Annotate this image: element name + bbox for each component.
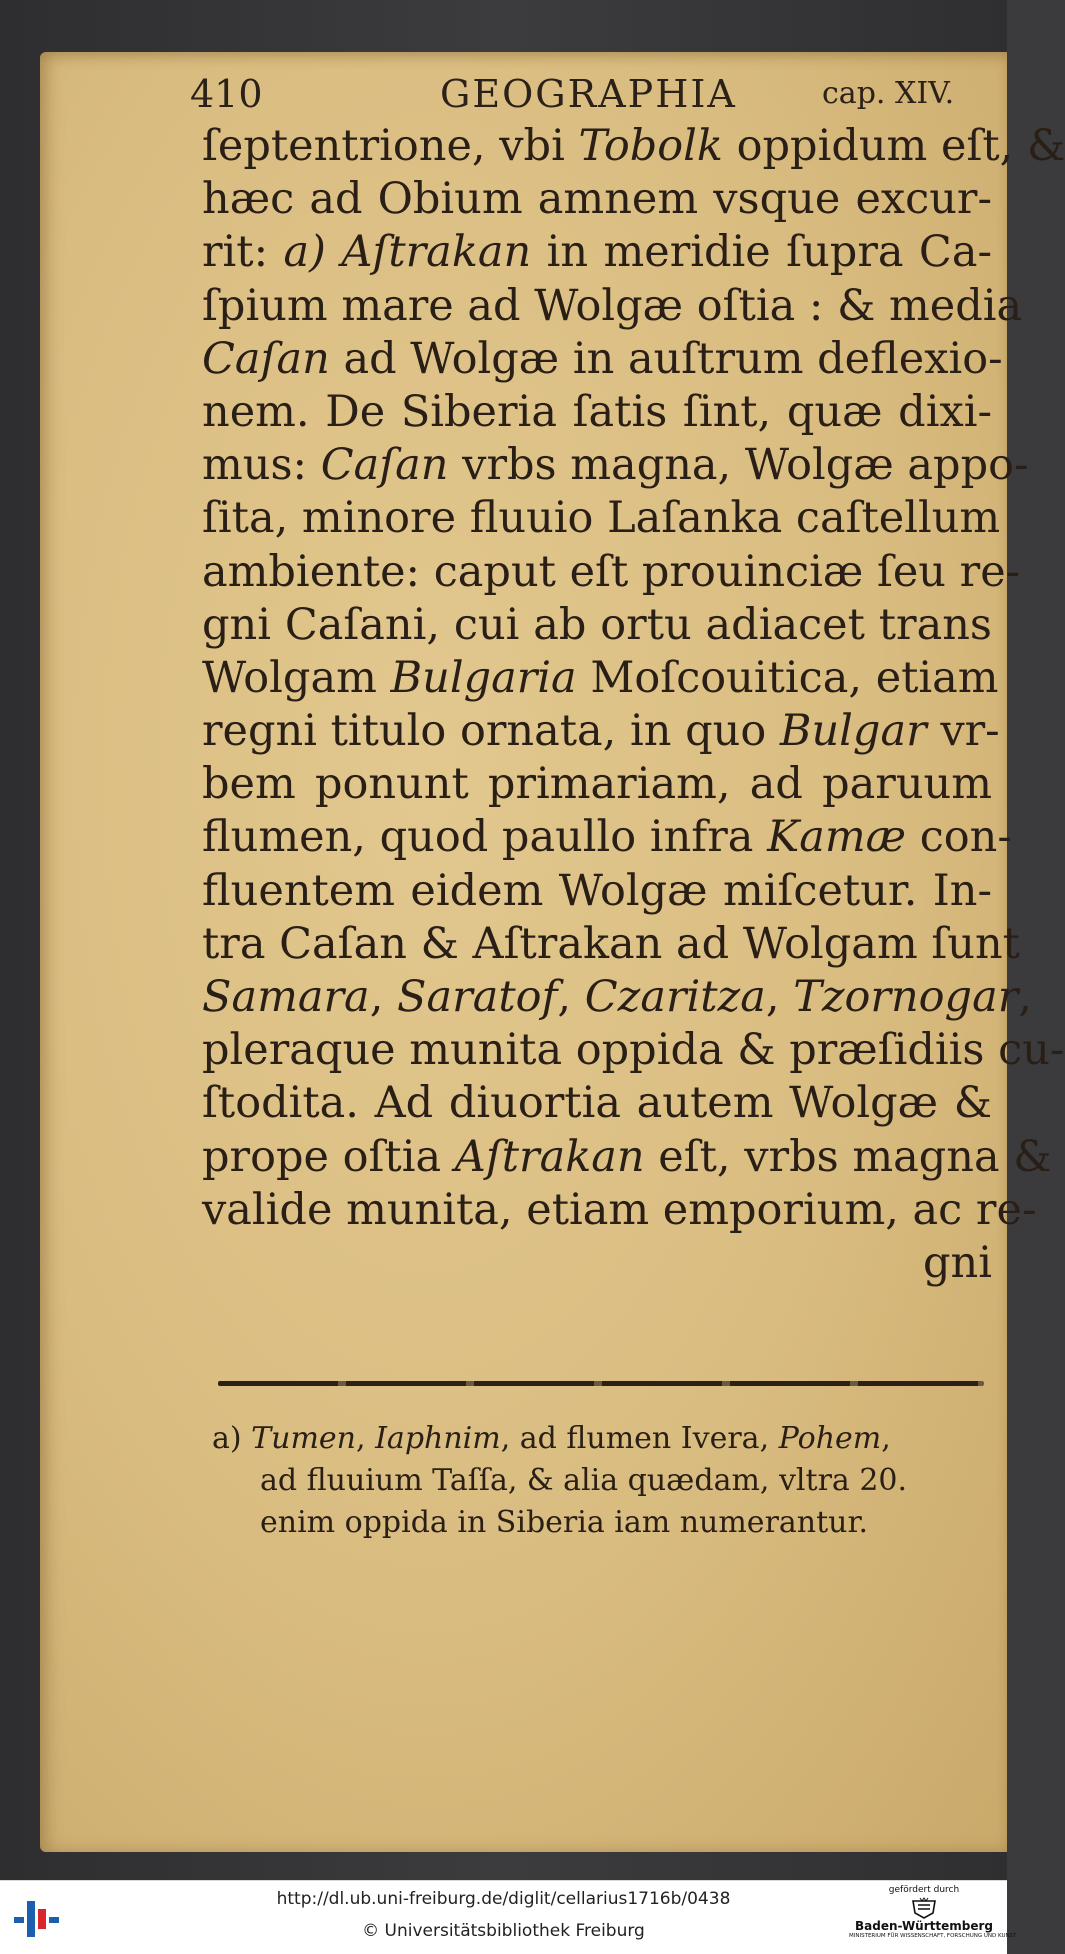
footnote-segment: Iaphnim [375, 1421, 501, 1456]
state-crest-icon [909, 1897, 939, 1919]
main-text [202, 120, 1065, 1290]
body-text-segment: rit: [202, 227, 284, 278]
body-text-line [202, 173, 992, 226]
footnote-segment: Tumen [251, 1421, 356, 1456]
body-text-segment: Bulgar [779, 706, 927, 757]
body-text-line [202, 705, 1000, 758]
body-text-segment: ad Wolgæ in auſtrum deflexio- [329, 333, 1003, 384]
body-text-segment: Moſcouitica, etiam [576, 652, 999, 703]
body-text-line [202, 1077, 992, 1130]
body-text-line [202, 918, 1020, 971]
body-text-segment: valide munita, etiam emporium, ac re- [202, 1184, 1037, 1235]
body-text-segment: Tzornogar [793, 972, 1019, 1022]
body-text-line [202, 1024, 1065, 1077]
running-title: GEOGRAPHIA [440, 72, 737, 116]
body-text-line [202, 811, 1012, 864]
body-text-segment: con- [906, 812, 1012, 863]
body-text-segment: Saratof [397, 972, 558, 1022]
body-text-segment: Kamæ [767, 812, 907, 863]
body-text-segment: vrbs magna, Wolgæ appo- [448, 440, 1029, 491]
body-text-line [202, 599, 992, 652]
body-text-segment: vr- [926, 706, 1000, 757]
body-text-segment: prope oſtia [202, 1131, 455, 1182]
body-text-segment: fluentem eidem Wolgæ miſcetur. In- [202, 865, 992, 916]
body-text-segment: mus: [202, 440, 321, 491]
body-text-line [202, 226, 992, 279]
page-header [190, 68, 980, 118]
body-text-line [202, 1131, 1052, 1184]
footnote-segment: enim oppida in Siberia iam numerantur. [260, 1505, 869, 1540]
body-text-segment: in meridie ſupra Ca- [531, 227, 993, 278]
body-text-segment: hæc ad Obium amnem vsque excur- [202, 174, 992, 225]
body-text-segment: Czaritza [584, 972, 766, 1022]
body-text-segment: nem. De Siberia ſatis ſint, quæ dixi- [202, 386, 992, 437]
footnote-segment: ad fluuium Taſſa, & alia quædam, vltra 20. [260, 1463, 908, 1498]
body-text-line [202, 333, 1003, 386]
body-text-segment: ſpium mare ad Wolgæ oſtia : & media [202, 280, 1023, 331]
body-text-segment: tra Caſan & Aſtrakan ad Wolgam ſunt [202, 918, 1020, 969]
chapter-label: cap. XIV. [822, 76, 955, 111]
body-text-segment: Aſtrakan [454, 1131, 645, 1182]
catchword: gni [923, 1237, 992, 1288]
footnote-line [212, 1502, 992, 1544]
body-text-segment: pleraque munita oppida & præſidiis cu- [202, 1025, 1065, 1076]
body-text-line [202, 546, 1021, 599]
footnote-segment: , [881, 1421, 891, 1456]
body-text-segment: Wolgam [202, 652, 391, 703]
sponsor-name: Baden-Württemberg [854, 1919, 993, 1933]
footnote-segment: , ad flumen Ivera, [500, 1421, 779, 1456]
body-text-segment: oppidum eſt, & [722, 121, 1065, 171]
body-text-segment: ſtodita. Ad diuortia autem Wolgæ & [202, 1078, 992, 1129]
sponsor-funded-label: gefördert durch [888, 1885, 960, 1895]
body-text-segment: , [369, 972, 398, 1022]
body-text-segment: ſita, minore fluuio Laſanka caſtellum [202, 493, 1001, 544]
footnote-line [212, 1418, 992, 1460]
body-text-segment: , [1018, 972, 1032, 1022]
body-text-line [202, 120, 1065, 173]
footnote-segment: Pohem [778, 1421, 882, 1456]
body-text-segment: Bulgaria [390, 652, 577, 703]
body-text-segment [326, 227, 341, 277]
source-url-link[interactable]: http://dl.ub.uni-freiburg.de/diglit/cellarius1716b/0438 [276, 1889, 731, 1909]
body-text-line [202, 758, 992, 811]
copyright-notice: © Universitätsbibliothek Freiburg [362, 1921, 645, 1941]
body-text-segment: Caſan [202, 333, 330, 384]
body-text-segment: , [557, 972, 585, 1022]
body-text-segment: bem ponunt primariam, ad paruum [202, 759, 992, 810]
body-text-line [202, 439, 1029, 492]
body-text-segment: flumen, quod paullo infra [202, 812, 768, 863]
footnote-segment: , [356, 1421, 376, 1456]
body-text-line [202, 492, 1001, 545]
body-text-segment: Samara [202, 972, 370, 1022]
footnote-rule [218, 1381, 984, 1386]
page-number: 410 [190, 72, 263, 116]
body-text-segment: Tobolk [578, 121, 723, 171]
body-text-segment: eſt, vrbs magna & [644, 1131, 1052, 1182]
body-text-segment: , [765, 972, 794, 1022]
sponsor-logo [849, 1885, 1017, 1951]
body-text-line [202, 1184, 1037, 1237]
body-text-line [202, 865, 992, 918]
body-text-segment: Caſan [320, 440, 449, 491]
body-text-segment: regni titulo ornata, in quo [202, 706, 780, 757]
footnote-segment: a) [212, 1421, 252, 1456]
body-text-segment: a) [283, 227, 326, 278]
body-text-segment: ambiente: caput eſt prouinciæ ſeu re- [202, 546, 1021, 597]
body-text-line [202, 971, 1032, 1024]
viewer-footer [0, 1880, 1017, 1954]
body-text-line [202, 280, 1023, 333]
footnote-line [212, 1460, 992, 1502]
body-text-segment: Aſtrakan [341, 227, 532, 278]
footnote-block [212, 1418, 992, 1544]
body-text-segment: gni Caſani, cui ab ortu adiacet trans [202, 599, 992, 650]
sponsor-ministry: MINISTERIUM FÜR WISSENSCHAFT, FORSCHUNG UND KUNST [849, 1933, 1017, 1939]
body-text-line [202, 652, 999, 705]
body-text-segment: ſeptentrione, vbi [202, 121, 579, 171]
body-text-line [202, 386, 992, 439]
